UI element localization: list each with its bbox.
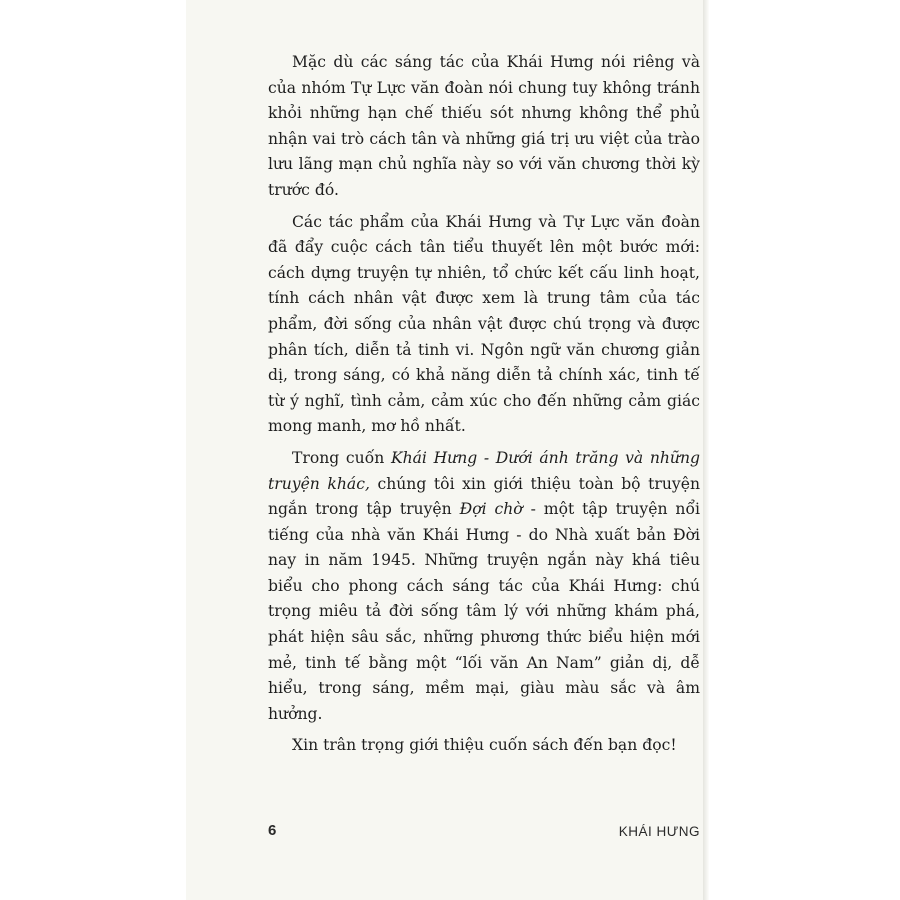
paragraph-2 (268, 210, 700, 440)
page-edge (703, 0, 709, 900)
paragraph-3 (268, 446, 700, 728)
book-title-italic: Khái Hưng - Dưới ánh trăng và những truyện khác, (268, 448, 701, 493)
text-segment: Các tác phẩm của Khái Hưng và Tự Lực văn đoàn đã đẩy cuộc cách tân tiểu thuyết lên một bước mới: cách dựng truyện tự nhiên, tổ chức kết cấu linh hoạt, tính cách nhân vật được xem là trung tâm của tác phẩm, đời sống của nhân vật được chú trọng và được phân tích, diễn tả tinh vi. Ngôn ngữ văn chương giản dị, trong sáng, có khả năng diễn tả chính xác, tinh tế từ ý nghĩ, tình cảm, cảm xúc cho đến những cảm giác mong manh, mơ hồ nhất. (268, 212, 700, 436)
paragraph-4 (268, 733, 700, 759)
page-footer (268, 822, 700, 842)
running-title: KHÁI HƯNG (618, 824, 700, 839)
text-segment: Xin trân trọng giới thiệu cuốn sách đến bạn đọc! (292, 736, 677, 755)
paragraph-1 (268, 50, 700, 204)
page-number: 6 (268, 822, 277, 839)
text-segment: Trong cuốn (292, 448, 391, 467)
page-body (268, 50, 700, 759)
collection-title-italic: Đợi chờ (459, 500, 523, 519)
text-segment: - một tập truyện nổi tiếng của nhà văn Khái Hưng - do Nhà xuất bản Đời nay in năm 1945. Những truyện ngắn này khá tiêu biểu cho phong cách sáng tác của Khái Hưng: chú trọng miêu tả đời sống tâm lý với những khám phá, phát hiện sâu sắc, những phương thức biểu hiện mới mẻ, tinh tế bằng một “lối văn An Nam” giản dị, dễ hiểu, trong sáng, mềm mại, giàu màu sắc và âm hưởng. (268, 500, 700, 723)
text-segment: Mặc dù các sáng tác của Khái Hưng nói riêng và của nhóm Tự Lực văn đoàn nói chung tuy không tránh khỏi những hạn chế thiếu sót nhưng không thể phủ nhận vai trò cách tân và những giá trị ưu việt của trào lưu lãng mạn chủ nghĩa này so với văn chương thời kỳ trước đó. (268, 53, 700, 199)
text-segment: chúng tôi xin giới thiệu toàn bộ truyện ngắn trong tập truyện (268, 474, 700, 519)
